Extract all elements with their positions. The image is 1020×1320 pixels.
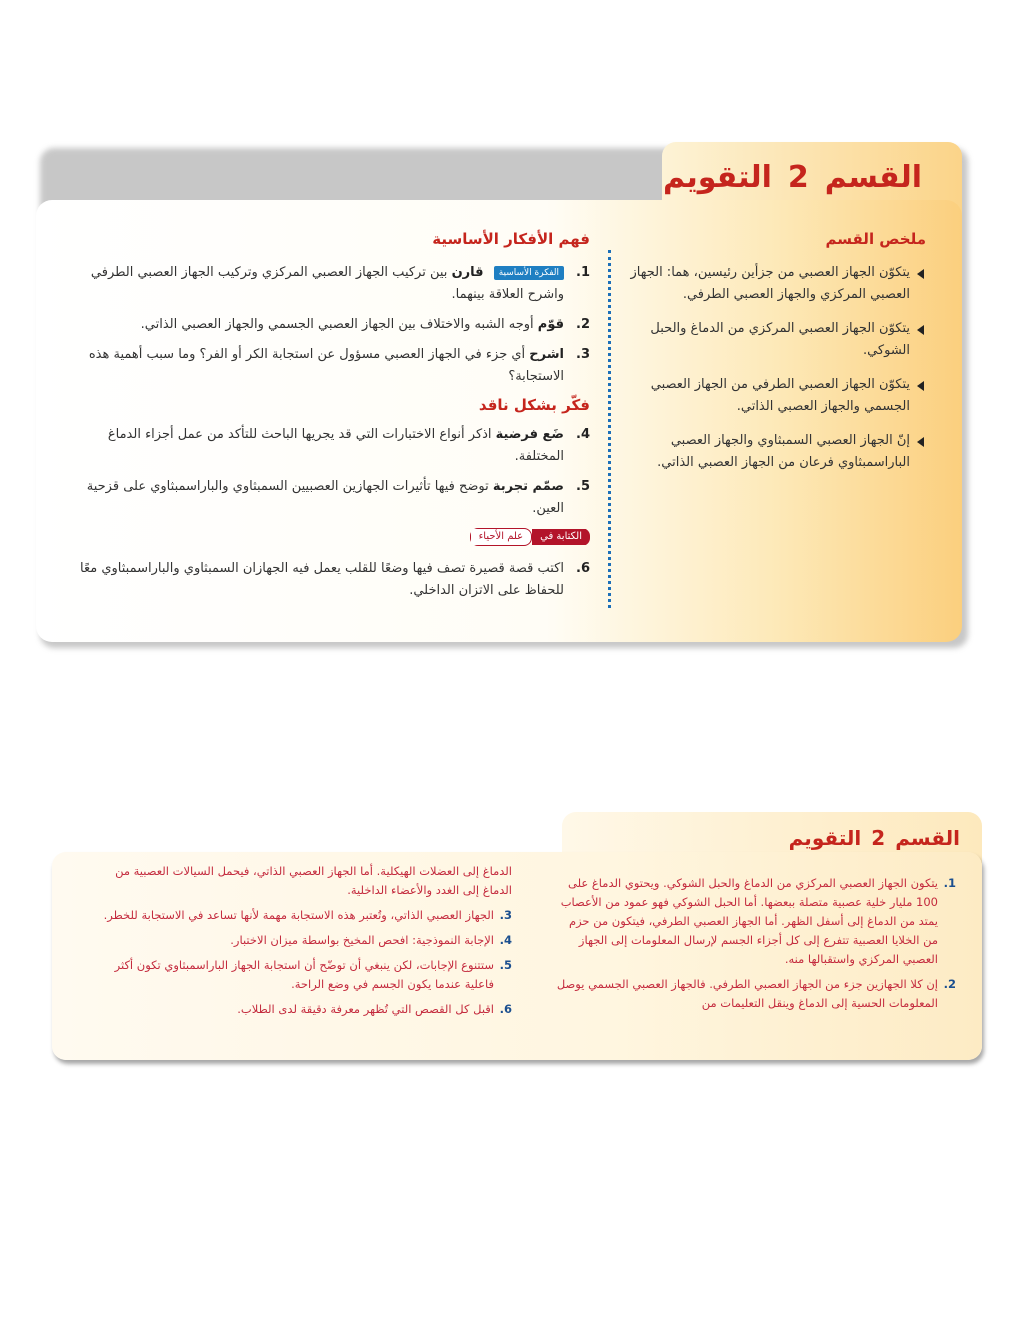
summary-list <box>626 262 926 474</box>
question-verb: ضَع فرضية <box>495 427 564 442</box>
question-item <box>70 558 590 602</box>
answer-text: إن كلا الجهازين جزء من الجهاز العصبي الطرفي. فالجهاز العصبي الجسمي يوصل المعلومات الحسية إلى الدماغ وينقل التعليمات من <box>556 977 938 1010</box>
answers-left-column <box>92 862 512 1025</box>
question-number: 5. <box>576 479 590 494</box>
question-number: 1. <box>576 265 590 280</box>
title-word: القسم <box>895 826 960 850</box>
answer-number: 4. <box>499 933 512 947</box>
badge-writing-label: الكتابة في <box>532 529 590 545</box>
critical-questions <box>70 424 590 520</box>
section-summary <box>626 230 926 486</box>
title-number: 2 <box>787 160 809 195</box>
question-item <box>70 314 590 336</box>
question-text: أوجه الشبه والاختلاف بين الجهاز العصبي الجسمي والجهاز العصبي الذاتي. <box>140 317 534 332</box>
writing-in-biology-badge <box>470 528 590 546</box>
answer-text: ستتنوع الإجابات، لكن ينبغي أن توضّح أن استجابة الجهاز الباراسمبثاوي تكون أكثر فاعلية عندما يكون الجسم في وضع الراحة. <box>114 958 494 991</box>
summary-item: يتكوّن الجهاز العصبي المركزي من الدماغ والحبل الشوكي. <box>626 318 926 362</box>
column-divider <box>608 250 611 608</box>
question-text: توضح فيها تأثيرات الجهازين العصبيين السمبثاوي والباراسمبثاوي على قزحية العين. <box>86 479 564 516</box>
answers-title <box>789 826 960 850</box>
question-verb: قارن <box>451 265 484 280</box>
question-text: أي جزء في الجهاز العصبي مسؤول عن استجابة الكر أو الفر؟ وما سبب أهمية هذه الاستجابة؟ <box>88 347 564 384</box>
answer-item <box>92 956 512 994</box>
title-number: 2 <box>871 826 886 850</box>
writing-questions <box>70 558 590 602</box>
question-item <box>70 262 590 306</box>
answers-list <box>92 862 512 1019</box>
answer-continuation: الدماغ إلى العضلات الهيكلية. أما الجهاز العصبي الذاتي، فيحمل السيالات العصبية من الدماغ إلى الغدد والأعضاء الداخلية. <box>115 864 512 897</box>
questions-column <box>70 230 590 610</box>
answer-text: الإجابة النموذجية: افحص المخيخ بواسطة ميزان الاختبار. <box>230 933 494 947</box>
main-ideas-heading: فهم الأفكار الأساسية <box>432 230 590 248</box>
question-text: بين تركيب الجهاز العصبي المركزي وتركيب الجهاز العصبي الطرفي واشرح العلاقة بينهما. <box>90 265 564 302</box>
answer-text: يتكون الجهاز العصبي المركزي من الدماغ والحبل الشوكي. ويحتوي الدماغ على 100 مليار خلية عصبية متصلة ببعضها. أما الحبل الشوكي فهو عمود من الأعصاب يمتد من الدماغ إلى أسفل الظهر. أما الجهاز العصبي الطرفي، فيتكون من حزم من الخلايا العصبية تتفرع إلى كل أجزاء الجسم لإرسال المعلومات إلى الجهاز العصبي المركزي واستقبالها منه. <box>560 876 938 966</box>
summary-heading: ملخص القسم <box>825 230 926 248</box>
answer-number: 3. <box>499 908 512 922</box>
answers-card <box>52 812 982 1060</box>
answer-item <box>556 975 956 1013</box>
title-rest: التقويم <box>788 826 862 850</box>
badge-biology-label: علم الأحياء <box>470 528 533 546</box>
main-idea-badge: الفكرة الأساسية <box>494 266 564 280</box>
question-item <box>70 424 590 468</box>
answer-item <box>556 874 956 969</box>
question-text: اذكر أنواع الاختبارات التي قد يجريها الباحث للتأكد من عمل أجزاء الدماغ المختلفة. <box>107 427 564 464</box>
answers-right-column <box>556 874 956 1019</box>
answer-number: 5. <box>499 958 512 972</box>
answer-text: اقبل كل القصص التي تُظهر معرفة دقيقة لدى الطلاب. <box>237 1002 494 1016</box>
title-rest: التقويم <box>662 160 772 195</box>
question-number: 4. <box>576 427 590 442</box>
critical-thinking-heading: فكّر بشكل ناقد <box>478 396 590 414</box>
answer-item <box>92 1000 512 1019</box>
answer-number: 1. <box>943 876 956 890</box>
answer-item <box>92 931 512 950</box>
main-ideas-questions <box>70 262 590 388</box>
title-word: القسم <box>824 160 922 195</box>
answer-number: 6. <box>499 1002 512 1016</box>
question-item <box>70 476 590 520</box>
summary-item: إنّ الجهاز العصبي السمبثاوي والجهاز العصبي الباراسمبثاوي فرعان من الجهاز العصبي الذاتي. <box>626 430 926 474</box>
question-text: اكتب قصة قصيرة تصف فيها وضعًا للقلب يعمل فيه الجهازان السمبثاوي والباراسمبثاوي معًا للحفاظ على الاتزان الداخلي. <box>80 561 564 598</box>
answers-list <box>556 874 956 1013</box>
summary-item: يتكوّن الجهاز العصبي من جزأين رئيسين، هما: الجهاز العصبي المركزي والجهاز العصبي الطرفي. <box>626 262 926 306</box>
answer-item <box>92 906 512 925</box>
question-number: 6. <box>576 561 590 576</box>
question-verb: قوّم <box>537 317 564 332</box>
answer-text: الجهاز العصبي الذاتي، وتُعتبر هذه الاستجابة مهمة لأنها تساعد في الاستجابة للخطر. <box>103 908 494 922</box>
summary-item: يتكوّن الجهاز العصبي الطرفي من الجهاز العصبي الجسمي والجهاز العصبي الذاتي. <box>626 374 926 418</box>
answer-number: 2. <box>943 977 956 991</box>
section-review-card <box>36 142 962 642</box>
question-verb: صمّم تجربة <box>492 479 564 494</box>
question-item <box>70 344 590 388</box>
section-title <box>663 160 922 195</box>
question-number: 2. <box>576 317 590 332</box>
question-verb: اشرح <box>529 347 564 362</box>
question-number: 3. <box>576 347 590 362</box>
